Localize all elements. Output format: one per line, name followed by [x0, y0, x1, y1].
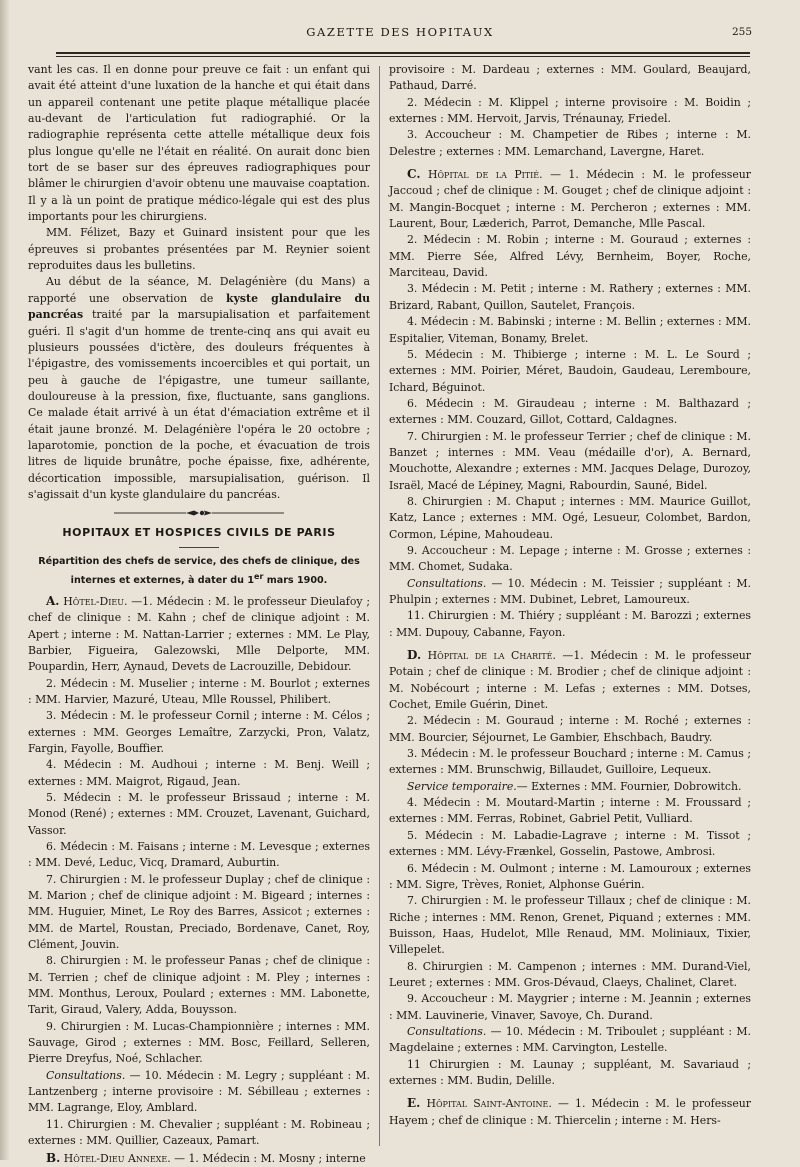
service-entry: 11. Chirurgien : M. Chevalier ; suppléant : M. Robineau ; externes : MM. Quillier, Cazeaux, Pamart.: [28, 1117, 370, 1148]
service-entry: 4. Médecin : M. Moutard-Martin ; interne : M. Froussard ; externes : MM. Ferras, Robinet, Gabriel Petit, Vulliard.: [389, 796, 751, 826]
service-entry: 2. Médecin : M. Gouraud ; interne : M. Roché ; externes : MM. Bourcier, Séjournet, Le Gambier, Ehschbach, Baudry.: [389, 714, 751, 744]
paragraph: Au début de la séance, M. Delagénière (du Mans) a rapporté une observation de kyste glandulaire du pancréas traité par la marsupialisation et parfaitement guéri. Il s'agit d'un homme de trente-cinq ans qui avait eu plusieurs poussées d'ictère, des douleurs fréquentes à l'épigastre, des vomissements incoercibles et qui portait, un peu à gauche de l'épigastre, une tumeur saillante, douloureuse à la pression, fixe, fluctuante, sans ganglions. Ce malade était arrivé à un état d'émaciation extrême et il était jaune bronzé. M. Delagénière l'opéra le 20 octobre ; laparotomie, ponction de la poche, et évacuation de trois litres de liquide brunâtre, poche épaisse, fixe, adhérente, décortication impossible, marsupialisation, guérison. Il s'agissait d'un kyste glandulaire du pancréas.: [28, 275, 370, 501]
temporary-service-label: Service temporaire.: [407, 779, 517, 793]
service-entry: 9. Accoucheur : M. Maygrier ; interne : M. Jeannin ; externes : MM. Lauvinerie, Vinaver, Savoye, Ch. Durand.: [389, 992, 751, 1022]
hospital-name: Hôtel-Dieu Annexe: [63, 1151, 168, 1165]
service-entry: 11 Chirurgien : M. Launay ; suppléant, M. Savariaud ; externes : MM. Budin, Delille.: [389, 1057, 751, 1087]
section-title: HOPITAUX ET HOSPICES CIVILS DE PARIS: [62, 526, 336, 540]
service-entry: Consultations. — 10. Médecin : M. Legry ; suppléant : M. Lantzenberg ; interne provisoire : M. Sébilleau ; externes : MM. Lagrange, Eloy, Amblard.: [28, 1068, 370, 1115]
service-entry: 5. Médecin : M. le professeur Brissaud ; interne : M. Monod (René) ; externes : MM. Crouzet, Lavenant, Guichard, Vassor.: [28, 790, 370, 837]
hospital-entry: E. Hôpital Saint-Antoine. — 1. Médecin : M. le professeur Hayem ; chef de clinique : M. Thiercelin ; interne : M. Hers-: [389, 1096, 751, 1127]
service-entry: 8. Chirurgien : M. le professeur Panas ; chef de clinique : M. Terrien ; chef de clinique adjoint : M. Pley ; internes : MM. Monthus, Leroux, Poulard ; externes : MM. Labonette, Tarit, Giraud, Valery, Adda, Bouysson.: [28, 954, 370, 1017]
header-rule-thick: [56, 52, 750, 54]
service-entry: 8. Chirurgien : M. Chaput ; internes : MM. Maurice Guillot, Katz, Lance ; externes : MM. Ogé, Lesueur, Colombet, Bardon, Cormon, Lépine, Mahoudeau.: [389, 494, 751, 541]
hospital-name: Hôtel-Dieu: [63, 594, 124, 608]
page-number: 255: [731, 26, 752, 38]
service-entry: 4. Médecin : M. Babinski ; interne : M. Bellin ; externes : MM. Espitalier, Viteman, Bonamy, Brelet.: [389, 315, 751, 345]
service-entry: provisoire : M. Dardeau ; externes : MM. Goulard, Beaujard, Pathaud, Darré.: [389, 63, 751, 93]
emphasis-text: kyste glandulaire du pancréas: [28, 291, 370, 322]
entry-letter: C.: [407, 167, 421, 182]
service-entry: 9. Accoucheur : M. Lepage ; interne : M. Grosse ; externes : MM. Chomet, Sudaka.: [389, 543, 751, 574]
header-rule-thin: [56, 56, 750, 57]
service-entry: 6. Médecin : M. Oulmont ; interne : M. Lamouroux ; externes : MM. Sigre, Trèves, Roniet, Alphonse Guérin.: [389, 861, 751, 891]
service-entry: 8. Chirurgien : M. Campenon ; internes : MM. Durand-Viel, Leuret ; externes : MM. Gros-Dévaud, Claeys, Chalinet, Claret.: [389, 959, 751, 989]
hospital-name: Hôpital Saint-Antoine: [426, 1097, 549, 1111]
hospital-entry: B. Hôtel-Dieu Annexe. — 1. Médecin : M. Mosny ; interne: [46, 1150, 366, 1165]
entry-letter: A.: [46, 593, 60, 608]
hospital-name: Hôpital de la Charité: [427, 649, 553, 663]
section-subheading: Répartition des chefs de service, des chefs de clinique, des internes et externes, à dater du 1er mars 1900.: [38, 555, 360, 586]
service-entry: 6. Médecin : M. Giraudeau ; interne : M. Balthazard ; externes : MM. Couzard, Gillot, Cottard, Caldagnes.: [389, 396, 751, 427]
hospital-name: Hôpital de la Pitié: [428, 168, 540, 182]
service-entry: 9. Chirurgien : M. Lucas-Championnière ; internes : MM. Sauvage, Girod ; externes : MM. Bosc, Feillard, Selleren, Pierre Dreyfus, Noé, Schlacher.: [28, 1019, 370, 1066]
service-entry: 6. Médecin : M. Faisans ; interne : M. Levesque ; externes : MM. Devé, Leduc, Vicq, Dramard, Auburtin.: [28, 839, 370, 870]
hospital-entry: D. Hôpital de la Charité. —1. Médecin : M. le professeur Potain ; chef de clinique : M. Brodier ; chef de clinique adjoint : M. Nobécourt ; interne : M. Lefas ; externes : MM. Dotses, Cochet, Emile Guérin, Dinet.: [389, 648, 752, 712]
service-entry: 3. Médecin : M. Petit ; interne : M. Rathery ; externes : MM. Brizard, Rabant, Quillon, Sautelet, François.: [389, 282, 751, 312]
hospital-entry: A. Hôtel-Dieu. —1. Médecin : M. le professeur Dieulafoy ; chef de clinique : M. Kahn ; chef de clinique adjoint : M. Apert ; interne : M. Nattan-Larrier ; externes : MM. Le Play, Barbier, Figueira, Galezowski, Mlle Delporte, MM. Poupardin, Herr, Aynaud, Devets de Lacrouzille, Debidour.: [28, 593, 370, 674]
service-entry: 2. Médecin : M. Klippel ; interne provisoire : M. Boidin ; externes : MM. Hervoit, Jarvis, Trénaunay, Friedel.: [389, 95, 751, 126]
service-entry: 3. Médecin : M. le professeur Bouchard ; interne : M. Camus ; externes : MM. Brunschwig, Billaudet, Guilloire, Lequeux.: [389, 747, 751, 777]
service-entry: Service temporaire.— Externes : MM. Fournier, Dobrowitch.: [407, 779, 742, 793]
consultations-label: Consultations.: [407, 576, 487, 590]
consultations-label: Consultations.: [46, 1068, 126, 1082]
running-title: GAZETTE DES HOPITAUX: [306, 25, 494, 39]
paragraph: MM. Félizet, Bazy et Guinard insistent pour que les épreuves si probantes présentées par M. Reynier soient reproduites daus les bulletins.: [28, 226, 370, 273]
right-column: [389, 62, 751, 1152]
ornament-divider: [28, 507, 370, 521]
service-entry: 7. Chirurgien : M. le professeur Terrier ; chef de clinique : M. Banzet ; internes : MM. Veau (médaille d'or), A. Bernard, Mouchotte, Alexandre ; externes : MM. Jacques Delage, Durozoy, Israël, Macé de Lépiney, Magni, Rabourdin, Sauné, Bidel.: [389, 429, 751, 492]
service-entry: 7. Chirurgien : M. le professeur Tillaux ; chef de clinique : M. Riche ; internes : MM. Renon, Grenet, Piquand ; externes : MM. Buisson, Haas, Hudelot, Mlle Renaud, MM. Moliniaux, Tixier, Villepelet.: [389, 894, 751, 957]
paragraph: vant les cas. Il en donne pour preuve ce fait : un enfant qui avait été atteint d'une luxation de la hanche et qui était dans un appareil contenant une petite plaque métallique placée au-devant de l'articulation fut radiographié. Or la radiographie représenta cette attelle métallique deux fois plus longue qu'elle ne l'était en réalité. On aurait donc bien tort de se baser sur des épreuves radiographiques pour blâmer le chirurgien d'avoir obtenu une mauvaise coaptation. Il y a là un point de pratique médico-légale qui est des plus importants pour les chirurgiens.: [28, 63, 370, 224]
entry-letter: D.: [407, 648, 422, 663]
service-entry: Consultations. — 10. Médecin : M. Teissier ; suppléant : M. Phulpin ; externes : MM. Dubinet, Lebret, Lamoureux.: [389, 576, 751, 606]
entry-letter: E.: [407, 1096, 421, 1111]
service-entry: 2. Médecin : M. Robin ; interne : M. Gouraud ; externes : MM. Pierre Sée, Alfred Lévy, Bernheim, Boyer, Roche, Marciteau, David.: [389, 233, 751, 280]
left-column: [28, 62, 370, 1165]
service-entry: 7. Chirurgien : M. le professeur Duplay ; chef de clinique : M. Marion ; chef de clinique adjoint : M. Bigeard ; internes : MM. Huguier, Minet, Le Roy des Barres, Assicot ; externes : MM. de Martel, Roustan, Preciado, Bordenave, Canet, Roy, Clément, Jouvin.: [28, 872, 370, 952]
column-divider: [379, 66, 380, 1146]
hospital-entry: C. Hôpital de la Pitié. — 1. Médecin : M. le professeur Jaccoud ; chef de clinique : M. Gouget ; chef de clinique adjoint : M. Mangin-Bocquet ; interne : M. Percheron ; externes : MM. Laurent, Bour, Læderich, Parrot, Demanche, Mlle Pascal.: [389, 167, 751, 231]
service-entry: 5. Médecin : M. Thibierge ; interne : M. L. Le Sourd ; externes : MM. Poirier, Méret, Baudoin, Gaudeau, Leremboure, Ichard, Béguinot.: [389, 347, 751, 394]
service-entry: 4. Médecin : M. Audhoui ; interne : M. Benj. Weill ; externes : MM. Maigrot, Rigaud, Jean.: [28, 758, 370, 788]
short-rule: [179, 547, 219, 548]
service-entry: 2. Médecin : M. Muselier ; interne : M. Bourlot ; externes : MM. Harvier, Mazuré, Uteau, Mlle Roussel, Philibert.: [28, 676, 370, 706]
service-entry: 3. Médecin : M. le professeur Cornil ; interne : M. Célos ; externes : MM. Georges Lemaître, Zarzycki, Pron, Valatz, Fargin, Fayolle, Bouffier.: [28, 709, 370, 755]
page-header: [0, 22, 800, 44]
service-entry: 5. Médecin : M. Labadie-Lagrave ; interne : M. Tissot ; externes : MM. Lévy-Frænkel, Gosselin, Pastowe, Ambrosi.: [389, 828, 751, 859]
service-entry: 11. Chirurgien : M. Thiéry ; suppléant : M. Barozzi ; externes : MM. Dupouy, Cabanne, Fayon.: [389, 609, 751, 639]
consultations-label: Consultations.: [407, 1024, 487, 1038]
service-entry: Consultations. — 10. Médecin : M. Triboulet ; suppléant : M. Magdelaine ; externes : MM. Carvington, Lestelle.: [389, 1024, 751, 1055]
service-entry: 3. Accoucheur : M. Champetier de Ribes ; interne : M. Delestre ; externes : MM. Lemarchand, Lavergne, Haret.: [389, 128, 751, 158]
entry-letter: B.: [46, 1150, 61, 1165]
page-binding-shadow: [0, 0, 10, 1160]
